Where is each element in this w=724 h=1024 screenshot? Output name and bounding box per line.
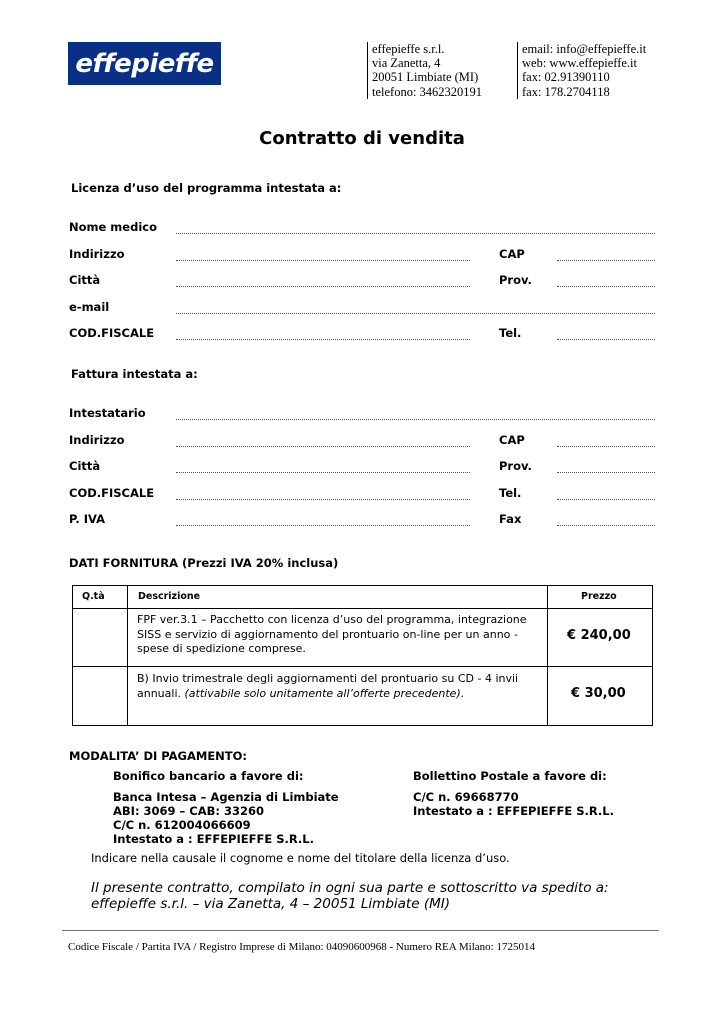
tel-field[interactable] (557, 339, 655, 340)
fattura-indirizzo-field[interactable] (176, 446, 470, 447)
row-1-price: € 240,00 (567, 628, 631, 643)
column-header-qty: Q.tà (82, 591, 105, 602)
fattura-cap-label: CAP (499, 433, 525, 447)
company-phone: telefono: 3462320191 (372, 84, 483, 99)
intestatario-field[interactable] (176, 419, 655, 420)
footer-divider (62, 930, 659, 931)
fattura-codfiscale-label: COD.FISCALE (69, 486, 155, 500)
fattura-heading: Fattura intestata a: (71, 367, 198, 381)
indirizzo-label: Indirizzo (69, 247, 125, 261)
prov-field[interactable] (557, 286, 655, 287)
table-row-divider (73, 666, 652, 667)
cap-label: CAP (499, 247, 525, 261)
fattura-citta-field[interactable] (176, 472, 470, 473)
indirizzo-field[interactable] (176, 260, 470, 261)
fattura-indirizzo-label: Indirizzo (69, 433, 125, 447)
licenza-heading: Licenza d’uso del programma intestata a: (71, 181, 342, 195)
row-2-line: B) Invio trimestrale degli aggiornamenti del prontuario su CD - 4 invii (137, 672, 519, 685)
postale-details (413, 790, 614, 818)
bonifico-details (113, 790, 339, 846)
logo-text: effepieffe (75, 48, 214, 79)
company-city: 20051 Limbiate (MI) (372, 70, 479, 85)
postale-line: Intestato a : EFFEPIEFFE S.R.L. (413, 804, 614, 818)
fattura-tel-label: Tel. (499, 486, 522, 500)
fornitura-heading: DATI FORNITURA (Prezzi IVA 20% inclusa) (69, 556, 339, 570)
fornitura-table (72, 585, 653, 726)
column-header-descrizione: Descrizione (138, 591, 201, 602)
company-street: via Zanetta, 4 (372, 56, 441, 71)
closing-statement (91, 880, 609, 912)
bonifico-line: Banca Intesa – Agenzia di Limbiate (113, 790, 339, 804)
row-1-line: spese di spedizione comprese. (137, 642, 306, 655)
company-web: web: www.effepieffe.it (522, 56, 638, 71)
email-field[interactable] (176, 313, 655, 314)
fattura-cap-field[interactable] (557, 446, 655, 447)
cap-field[interactable] (557, 260, 655, 261)
causale-note: Indicare nella causale il cognome e nome del titolare della licenza d’uso. (91, 851, 510, 865)
fattura-tel-field[interactable] (557, 499, 655, 500)
row-1-line: FPF ver.3.1 – Pacchetto con licenza d’uso del programma, integrazione (137, 613, 527, 626)
column-header-prezzo: Prezzo (581, 591, 617, 602)
table-divider-price (547, 586, 548, 725)
fax-label: Fax (499, 512, 522, 526)
company-address-block (367, 42, 502, 99)
bonifico-line: ABI: 3069 – CAB: 33260 (113, 804, 265, 818)
company-email: email: info@effepieffe.it (522, 42, 647, 56)
piva-field[interactable] (176, 525, 470, 526)
company-fax-2: fax: 178.2704118 (522, 84, 610, 99)
row-2-plain-text: annuali. (137, 686, 185, 700)
row-2-price: € 30,00 (571, 686, 626, 701)
company-name: effepieffe s.r.l. (372, 42, 445, 56)
row-2-description (137, 672, 518, 701)
fattura-prov-field[interactable] (557, 472, 655, 473)
table-header-divider (73, 608, 652, 609)
bonifico-line: Intestato a : EFFEPIEFFE S.R.L. (113, 832, 314, 846)
row-2-line (137, 687, 518, 702)
company-logo (68, 42, 221, 85)
company-contact-block (517, 42, 682, 99)
row-1-description (137, 613, 527, 657)
bonifico-line: C/C n. 612004066609 (113, 818, 251, 832)
fattura-codfiscale-field[interactable] (176, 499, 470, 500)
prov-label: Prov. (499, 273, 532, 287)
postale-title: Bollettino Postale a favore di: (413, 769, 607, 783)
nome-medico-label: Nome medico (69, 220, 157, 234)
table-divider-qty (127, 586, 128, 725)
bonifico-title: Bonifico bancario a favore di: (113, 769, 304, 783)
tel-label: Tel. (499, 326, 522, 340)
piva-label: P. IVA (69, 512, 105, 526)
footer-legal-info: Codice Fiscale / Partita IVA / Registro Imprese di Milano: 04090600968 - Numero REA Milano: 1725014 (68, 941, 535, 953)
page-title: Contratto di vendita (259, 128, 465, 149)
closing-line: Il presente contratto, compilato in ogni sua parte e sottoscritto va spedito a: (91, 880, 609, 896)
citta-label: Città (69, 273, 101, 287)
fattura-prov-label: Prov. (499, 459, 532, 473)
pagamento-heading: MODALITA’ DI PAGAMENTO: (69, 749, 248, 763)
intestatario-label: Intestatario (69, 406, 146, 420)
fattura-citta-label: Città (69, 459, 101, 473)
company-fax-1: fax: 02.91390110 (522, 70, 610, 85)
row-2-italic-text: (attivabile solo unitamente all’offerte precedente). (184, 686, 465, 700)
fax-field[interactable] (557, 525, 655, 526)
codfiscale-field[interactable] (176, 339, 470, 340)
email-label: e-mail (69, 300, 110, 314)
row-1-line: SISS e servizio di aggiornamento del prontuario on-line per un anno - (137, 627, 518, 641)
closing-line: effepieffe s.r.l. – via Zanetta, 4 – 20051 Limbiate (MI) (91, 896, 450, 912)
nome-medico-field[interactable] (176, 233, 655, 234)
citta-field[interactable] (176, 286, 470, 287)
postale-line: C/C n. 69668770 (413, 790, 519, 804)
codfiscale-label: COD.FISCALE (69, 326, 155, 340)
